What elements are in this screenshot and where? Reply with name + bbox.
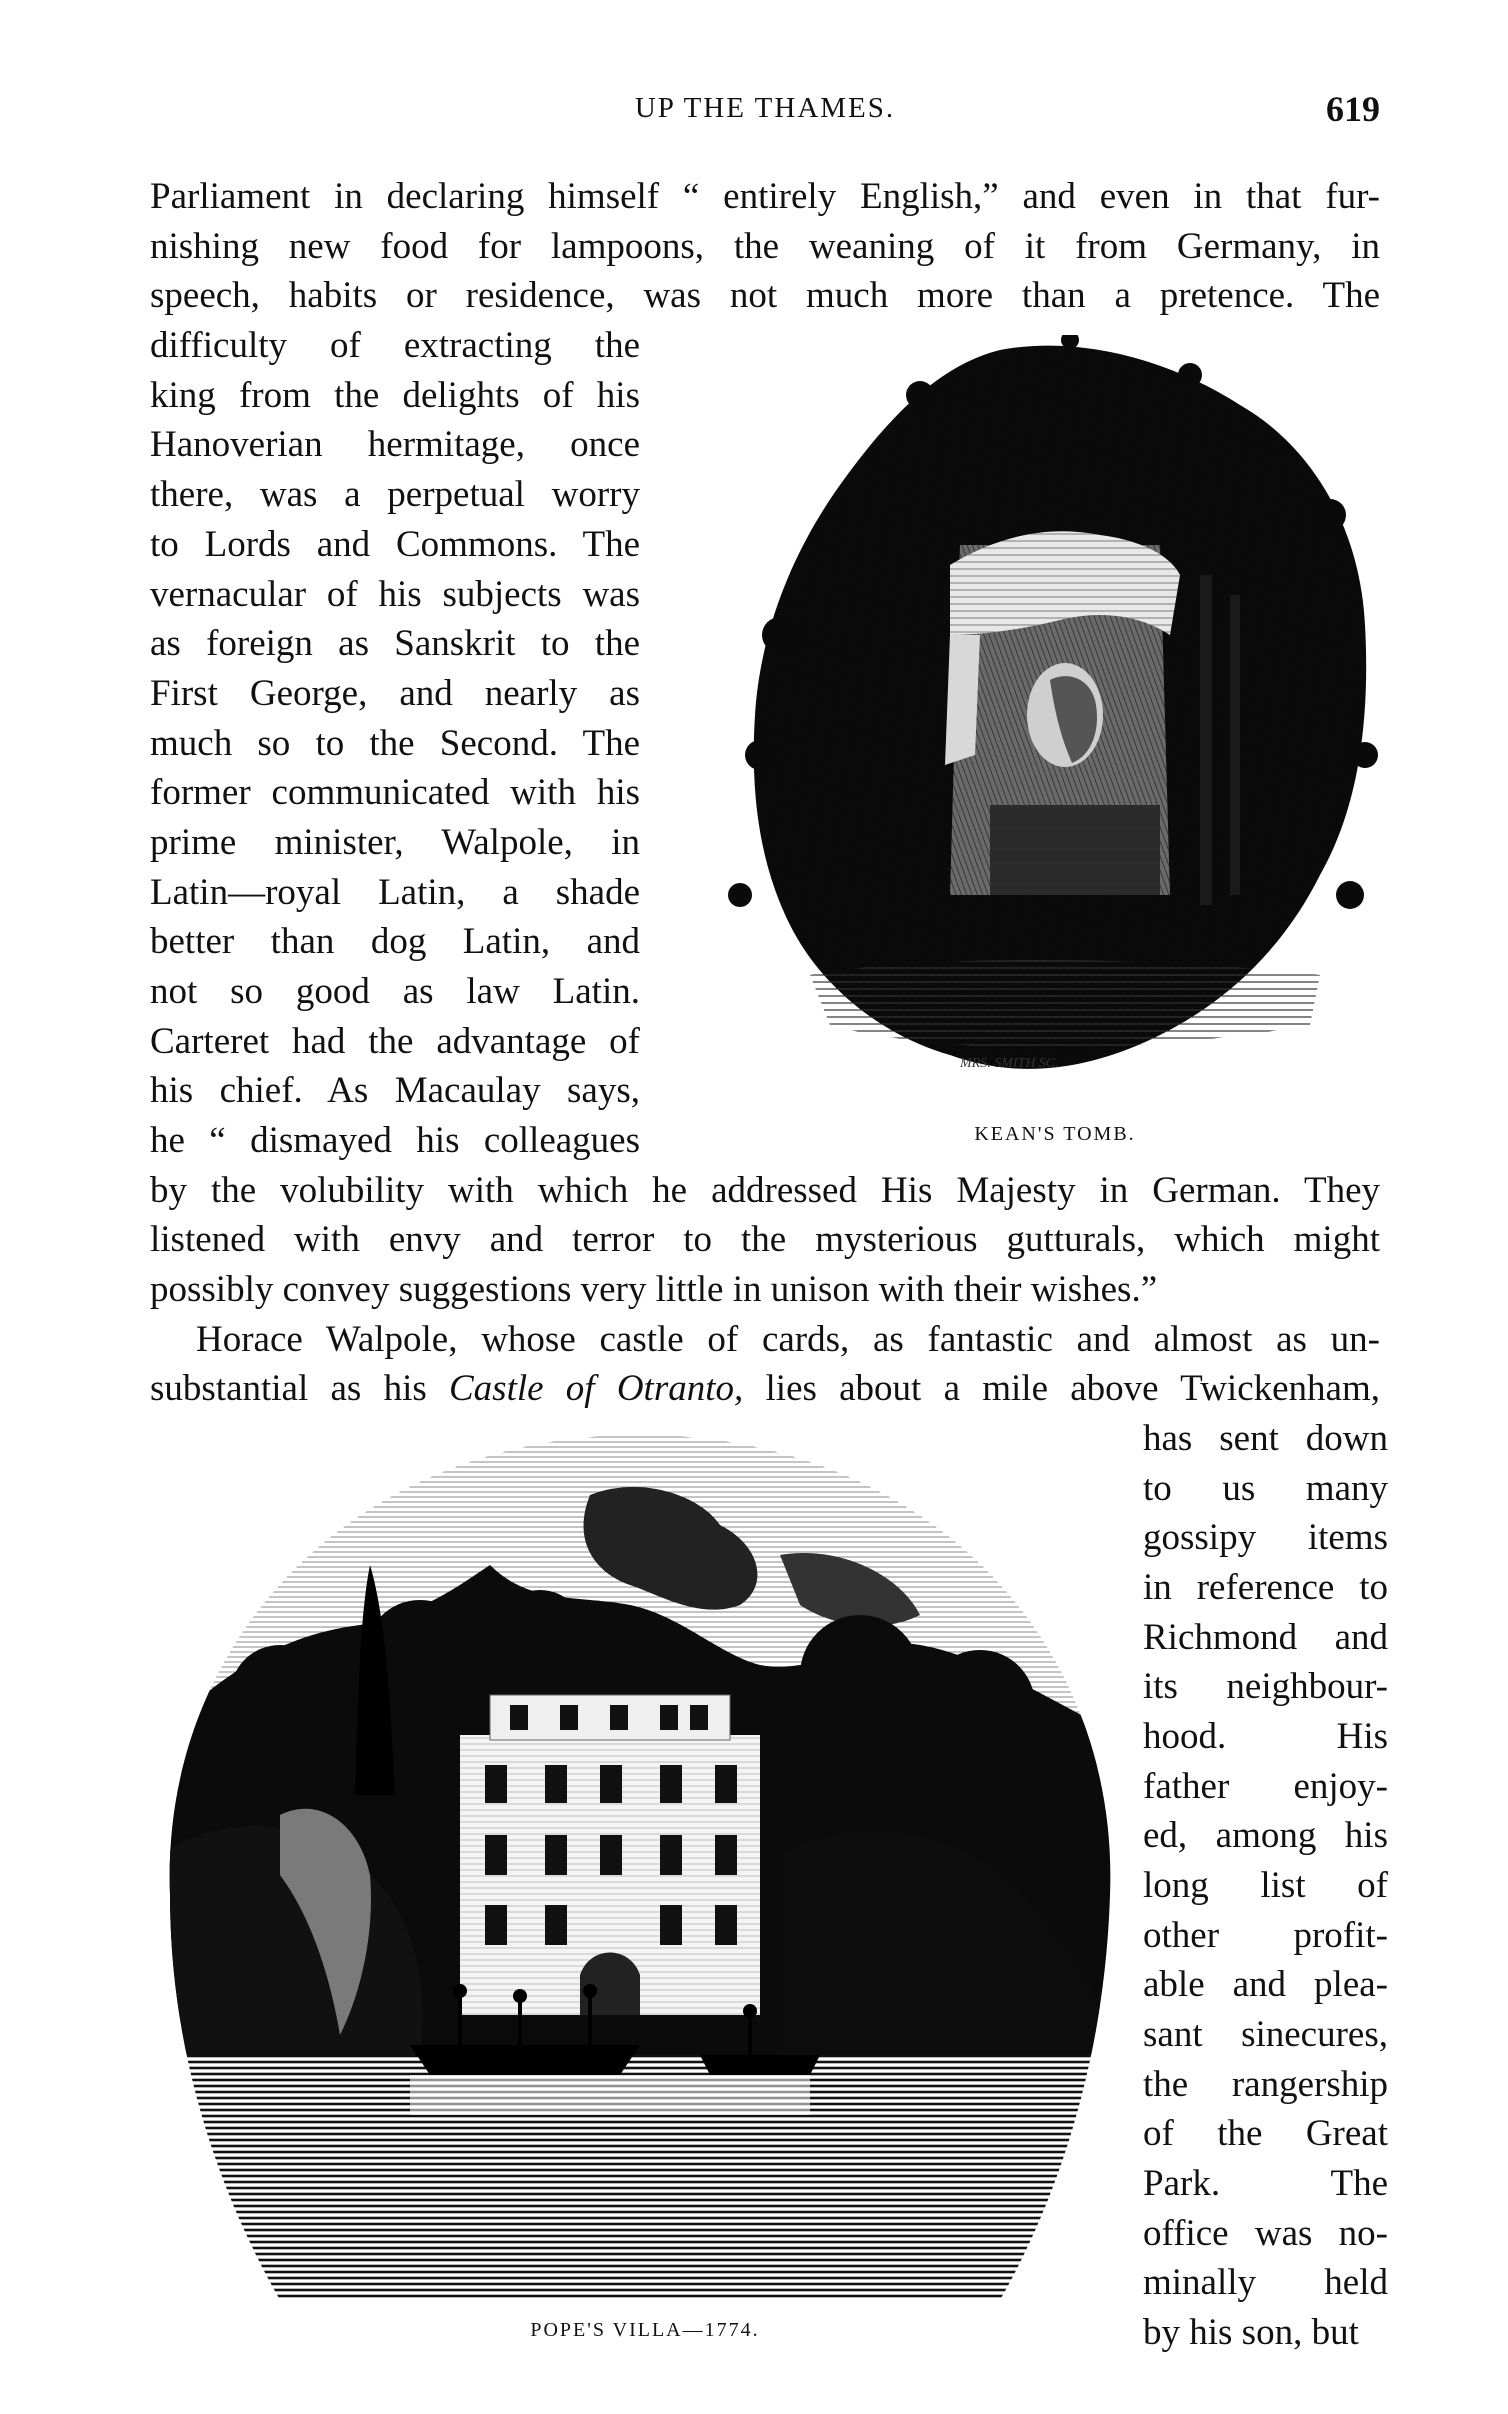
text-span: substantial as his — [150, 1368, 449, 1409]
text-line: difficulty of extracting the — [150, 325, 640, 366]
text-line: in reference to — [1143, 1567, 1388, 1608]
text-line: not so good as law Latin. — [150, 971, 640, 1012]
text-line: of the Great — [1143, 2113, 1388, 2154]
page-header — [150, 88, 1380, 138]
text-line: Park. The — [1143, 2163, 1388, 2204]
text-line: vernacular of his subjects was — [150, 574, 640, 615]
text-line: has sent down — [1143, 1418, 1388, 1459]
text-line: there, was a perpetual worry — [150, 474, 640, 515]
text-line: able and plea- — [1143, 1964, 1388, 2005]
text-line: Parliament in declaring himself “ entirely English,” and even in that fur- — [150, 176, 1380, 217]
text-line: possibly convey suggestions very little in unison with their wishes.” — [150, 1269, 1158, 1310]
text-line: sant sinecures, — [1143, 2014, 1388, 2055]
text-line: the rangership — [1143, 2064, 1388, 2105]
keans-tomb-illustration — [720, 335, 1380, 1110]
text-line: better than dog Latin, and — [150, 921, 640, 962]
text-line: Carteret had the advantage of — [150, 1021, 640, 1062]
text-line: ed, among his — [1143, 1815, 1388, 1856]
text-line — [150, 1364, 1380, 1414]
text-span: lies about a mile above Twickenham, — [743, 1368, 1380, 1409]
text-line: office was no- — [1143, 2213, 1388, 2254]
text-line: to Lords and Commons. The — [150, 524, 640, 565]
text-line: gossipy items — [1143, 1517, 1388, 1558]
text-line: to us many — [1143, 1468, 1388, 1509]
text-line: listened with envy and terror to the mysterious gutturals, which might — [150, 1219, 1380, 1260]
page-number: 619 — [1326, 89, 1380, 129]
text-line: hood. His — [1143, 1716, 1388, 1757]
text-line: Horace Walpole, whose castle of cards, as fantastic and almost as un- — [196, 1319, 1380, 1360]
text-line: minally held — [1143, 2262, 1388, 2303]
text-line: former communicated with his — [150, 772, 640, 813]
text-line: other profit- — [1143, 1915, 1388, 1956]
figure-caption: KEAN'S TOMB. — [974, 1123, 1136, 1145]
book-title: Castle of Otranto, — [449, 1368, 744, 1409]
text-line: speech, habits or residence, was not much more than a pretence. The — [150, 275, 1380, 316]
text-line: Richmond and — [1143, 1617, 1388, 1658]
text-line: by the volubility with which he addressed His Majesty in German. They — [150, 1170, 1380, 1211]
text-line: his chief. As Macaulay says, — [150, 1070, 640, 1111]
engraver-signature: MRS. SMITH SC. — [960, 1056, 1059, 1071]
text-line: by his son, but — [1143, 2312, 1359, 2353]
text-line: First George, and nearly as — [150, 673, 640, 714]
text-line: nishing new food for lampoons, the weaning of it from Germany, in — [150, 226, 1380, 267]
text-line: Latin—royal Latin, a shade — [150, 872, 640, 913]
popes-villa-illustration — [160, 1435, 1120, 2300]
text-line: much so to the Second. The — [150, 723, 640, 764]
text-line: prime minister, Walpole, in — [150, 822, 640, 863]
text-line: its neighbour- — [1143, 1666, 1388, 1707]
text-line: as foreign as Sanskrit to the — [150, 623, 640, 664]
running-head: UP THE THAMES. — [634, 92, 896, 124]
text-line: father enjoy- — [1143, 1766, 1388, 1807]
figure-caption: POPE'S VILLA—1774. — [530, 2319, 760, 2341]
text-line: king from the delights of his — [150, 375, 640, 416]
text-line: long list of — [1143, 1865, 1388, 1906]
text-line: Hanoverian hermitage, once — [150, 424, 640, 465]
text-line: he “ dismayed his colleagues — [150, 1120, 640, 1161]
